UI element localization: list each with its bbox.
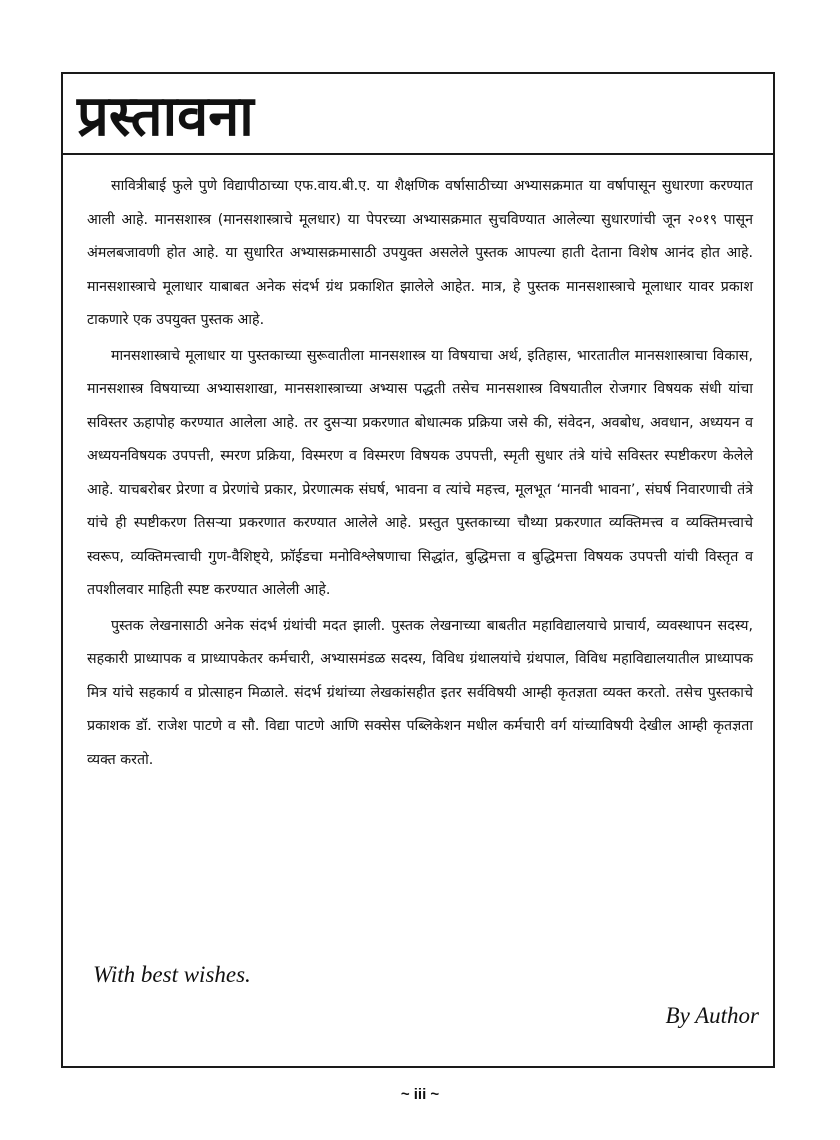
page-title: प्रस्तावना: [77, 84, 254, 149]
preface-body: [87, 170, 753, 779]
title-divider: [63, 153, 773, 155]
closing-wishes: With best wishes.: [93, 962, 251, 987]
page-frame: [61, 72, 775, 1068]
page-number: ~ iii ~: [400, 1086, 440, 1103]
paragraph-1: सावित्रीबाई फुले पुणे विद्यापीठाच्या एफ.वाय.बी.ए. या शैक्षणिक वर्षासाठीच्या अभ्यासक्रमात या वर्षापासून सुधारणा करण्यात आली आहे. मानसशास्त्र (मानसशास्त्राचे मूलधार) या पेपरच्या अभ्यासक्रमात सुचविण्यात आलेल्या सुधारणांची जून २०१९ पासून अंमलबजावणी होत आहे. या सुधारित अभ्यासक्रमासाठी उपयुक्त असलेले पुस्तक आपल्या हाती देताना विशेष आनंद होत आहे. मानसशास्त्राचे मूलाधार याबाबत अनेक संदर्भ ग्रंथ प्रकाशित झालेले आहेत. मात्र, हे पुस्तक मानसशास्त्राचे मूलाधार यावर प्रकाश टाकणारे एक उपयुक्त पुस्तक आहे.: [87, 178, 753, 328]
paragraph-2: मानसशास्त्राचे मूलाधार या पुस्तकाच्या सुरूवातीला मानसशास्त्र या विषयाचा अर्थ, इतिहास, भारतातील मानसशास्त्राचा विकास, मानसशास्त्र विषयाच्या अभ्यासशाखा, मानसशास्त्राच्या अभ्यास पद्धती तसेच मानसशास्त्र विषयातील रोजगार विषयक संधी यांचा सविस्तर ऊहापोह करण्यात आलेला आहे. तर दुसऱ्या प्रकरणात बोधात्मक प्रक्रिया जसे की, संवेदन, अवबोध, अवधान, अध्ययन व अध्ययनविषयक उपपत्ती, स्मरण प्रक्रिया, विस्मरण व विस्मरण विषयक उपपत्ती, स्मृती सुधार तंत्रे यांचे सविस्तर स्पष्टीकरण केलेले आहे. याचबरोबर प्रेरणा व प्रेरणांचे प्रकार, प्रेरणात्मक संघर्ष, भावना व त्यांचे महत्त्व, मूलभूत ‘मानवी भावना’, संघर्ष निवारणाची तंत्रे यांचे ही स्पष्टीकरण तिसऱ्या प्रकरणात करण्यात आलेले आहे. प्रस्तुत पुस्तकाच्या चौथ्या प्रकरणात व्यक्तिमत्त्व व व्यक्तिमत्त्वाचे स्वरूप, व्यक्तिमत्त्वाची गुण-वैशिष्ट्ये, फ्रॉईडचा मनोविश्लेषणाचा सिद्धांत, बुद्धिमत्ता व बुद्धिमत्ता विषयक उपपत्ती यांची विस्तृत व तपशीलवार माहिती स्पष्ट करण्यात आलेली आहे.: [87, 347, 753, 598]
author-signature: By Author: [665, 1003, 759, 1028]
paragraph-3: पुस्तक लेखनासाठी अनेक संदर्भ ग्रंथांची मदत झाली. पुस्तक लेखनाच्या बाबतीत महाविद्यालयाचे प्राचार्य, व्यवस्थापन सदस्य, सहकारी प्राध्यापक व प्राध्यापकेतर कर्मचारी, अभ्यासमंडळ सदस्य, विविध ग्रंथालयांचे ग्रंथपाल, विविध महाविद्यालयातील प्राध्यापक मित्र यांचे सहकार्य व प्रोत्साहन मिळाले. संदर्भ ग्रंथांच्या लेखकांसहीत इतर सर्वविषयी आम्ही कृतज्ञता व्यक्त करतो. तसेच पुस्तकाचे प्रकाशक डॉ. राजेश पाटणे व सौ. विद्या पाटणे आणि सक्सेस पब्लिकेशन मधील कर्मचारी वर्ग यांच्याविषयी देखील आम्ही कृतज्ञता व्यक्त करतो.: [87, 617, 753, 768]
